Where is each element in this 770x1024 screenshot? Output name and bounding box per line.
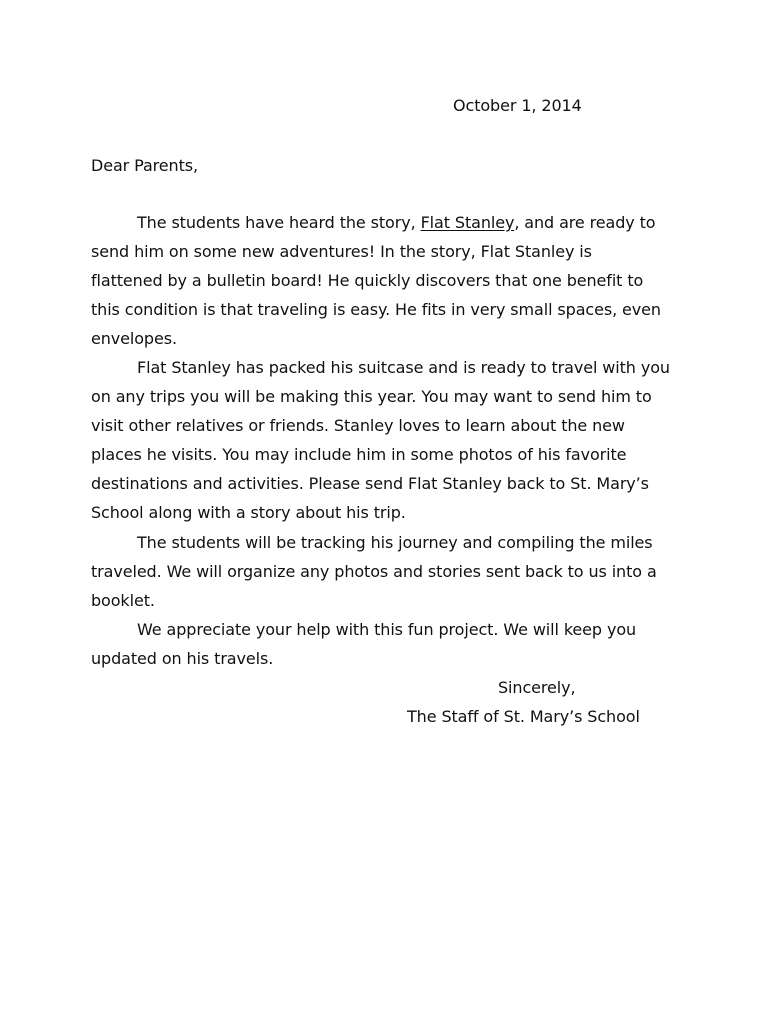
paragraph-1-line-4: this condition is that traveling is easy. He fits in very small spaces, even <box>91 300 661 319</box>
paragraph-3-line-2: traveled. We will organize any photos and stories sent back to us into a <box>91 562 657 581</box>
paragraph-1-line-5: envelopes. <box>91 329 177 348</box>
paragraph-3-line-1: The students will be tracking his journey and compiling the miles <box>137 533 653 552</box>
paragraph-1-line-1 <box>137 213 656 233</box>
paragraph-2-line-3: visit other relatives or friends. Stanley loves to learn about the new <box>91 416 625 435</box>
salutation: Dear Parents, <box>91 156 198 175</box>
book-title: Flat Stanley <box>420 213 515 232</box>
paragraph-1-text: The students have heard the story, <box>137 213 421 232</box>
closing: Sincerely, <box>498 678 576 697</box>
paragraph-1-line-3: flattened by a bulletin board! He quickly discovers that one benefit to <box>91 271 644 290</box>
paragraph-3-line-3: booklet. <box>91 591 155 610</box>
paragraph-2-line-6: School along with a story about his trip. <box>91 503 406 522</box>
letter-date: October 1, 2014 <box>453 96 582 115</box>
paragraph-2-line-4: places he visits. You may include him in some photos of his favorite <box>91 445 627 464</box>
paragraph-2-line-5: destinations and activities. Please send Flat Stanley back to St. Mary’s <box>91 474 649 493</box>
paragraph-4-line-1: We appreciate your help with this fun project. We will keep you <box>137 620 637 639</box>
paragraph-1-line-2: send him on some new adventures! In the story, Flat Stanley is <box>91 242 592 261</box>
paragraph-4-line-2: updated on his travels. <box>91 649 274 668</box>
signature: The Staff of St. Mary’s School <box>407 707 640 726</box>
paragraph-2-line-2: on any trips you will be making this year. You may want to send him to <box>91 387 652 406</box>
paragraph-1-text: , and are ready to <box>514 213 656 232</box>
paragraph-2-line-1: Flat Stanley has packed his suitcase and is ready to travel with you <box>137 358 670 377</box>
